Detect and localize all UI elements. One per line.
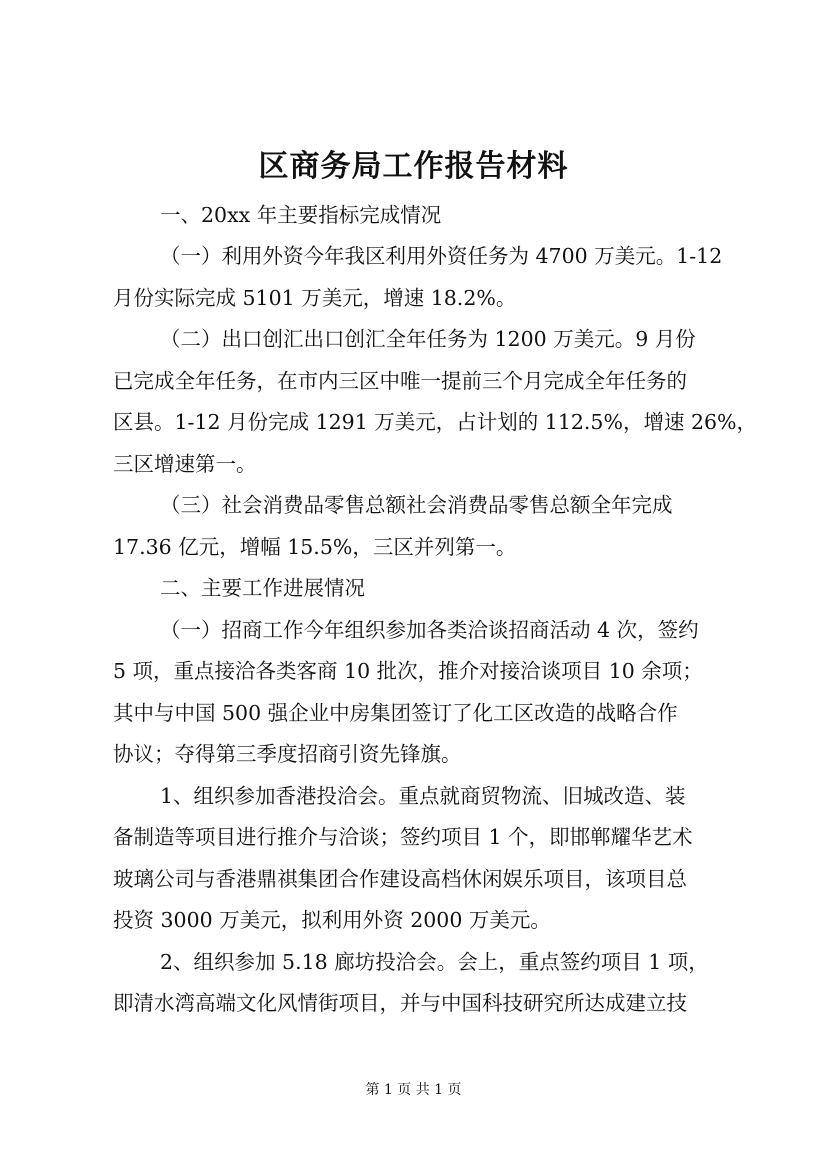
paragraph-line: 5 项，重点接洽各类客商 10 批次，推介对接洽谈项目 10 余项；: [113, 659, 703, 683]
paragraph-line: 17.36 亿元，增幅 15.5%，三区并列第一。: [113, 535, 517, 559]
paragraph-line: （一）利用外资今年我区利用外资任务为 4700 万美元。1-12: [160, 244, 723, 268]
document-title: 区商务局工作报告材料: [258, 149, 569, 184]
paragraph-line: 投资 3000 万美元，拟利用外资 2000 万美元。: [113, 908, 551, 932]
page-footer: 第 1 页 共 1 页: [365, 1082, 462, 1098]
paragraph-line: 协议；夺得第三季度招商引资先锋旗。: [113, 742, 462, 766]
paragraph-line: 月份实际完成 5101 万美元，增速 18.2%。: [113, 286, 517, 310]
paragraph-line: 区县。1-12 月份完成 1291 万美元，占计划的 112.5%，增速 26%，: [113, 410, 758, 434]
paragraph-line: 备制造等项目进行推介与洽谈；签约项目 1 个，即邯郸耀华艺术: [113, 825, 693, 849]
paragraph-line: （一）招商工作今年组织参加各类洽谈招商活动 4 次，签约: [160, 618, 699, 642]
paragraph-line: 1、组织参加香港投洽会。重点就商贸物流、旧城改造、装: [160, 784, 686, 808]
paragraph-line: 玻璃公司与香港鼎祺集团合作建设高档休闲娱乐项目，该项目总: [113, 867, 687, 891]
paragraph-line: 已完成全年任务，在市内三区中唯一提前三个月完成全年任务的: [113, 369, 687, 393]
paragraph-line: 2、组织参加 5.18 廊坊投洽会。会上，重点签约项目 1 项，: [160, 950, 709, 974]
paragraph-line: 即清水湾高端文化风情街项目，并与中国科技研究所达成建立技: [113, 991, 687, 1015]
paragraph-line: （二）出口创汇出口创汇全年任务为 1200 万美元。9 月份: [160, 327, 696, 351]
section-heading-1: 一、20xx 年主要指标完成情况: [160, 203, 442, 227]
paragraph-line: 三区增速第一。: [113, 452, 257, 476]
paragraph-line: （三）社会消费品零售总额社会消费品零售总额全年完成: [160, 493, 673, 517]
paragraph-line: 其中与中国 500 强企业中房集团签订了化工区改造的战略合作: [113, 701, 678, 725]
section-heading-2: 二、主要工作进展情况: [160, 576, 365, 600]
